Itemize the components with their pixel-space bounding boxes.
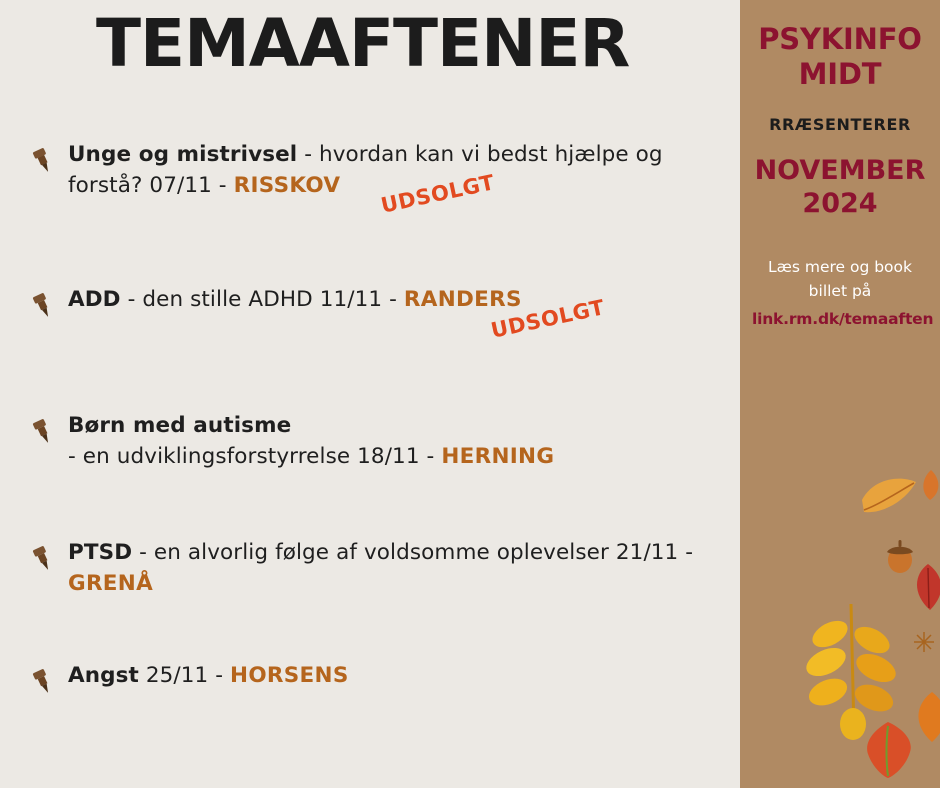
event-title: Unge og mistrivsel <box>68 142 298 167</box>
list-item <box>0 661 740 721</box>
event-city: HORSENS <box>230 663 349 689</box>
leaf-icon <box>906 562 940 612</box>
event-description: 25/11 - <box>138 663 231 689</box>
leaf-icon <box>796 600 906 740</box>
event-description: - en alvorlig følge af voldsomme oplevelser 21/11 - <box>132 540 694 566</box>
list-item <box>0 411 740 472</box>
event-text <box>68 661 730 692</box>
presents-label: RRÆSENTERER <box>769 114 911 134</box>
event-description: - den stille ADHD 11/11 - <box>120 287 404 313</box>
booking-line-2: billet på <box>808 281 872 300</box>
event-title: ADD <box>68 287 121 313</box>
poster-sidebar <box>740 0 940 788</box>
pushpin-icon <box>28 291 58 321</box>
event-city: RISSKOV <box>233 172 341 198</box>
event-list <box>0 140 740 721</box>
event-city: RANDERS <box>403 287 522 313</box>
event-text <box>68 538 730 599</box>
leaf-icon <box>858 470 920 522</box>
list-item <box>0 285 740 345</box>
pushpin-icon <box>28 146 58 176</box>
list-item <box>0 538 740 599</box>
status-badge: UDSOLGT <box>488 295 607 343</box>
page-title: TEMAAFTENER <box>96 5 630 82</box>
status-badge: UDSOLGT <box>378 170 497 218</box>
sidebar-content <box>740 0 940 331</box>
brand-line-1: PSYKINFO <box>758 22 922 56</box>
brand-line-2: MIDT <box>798 57 882 92</box>
seed-icon <box>912 630 936 654</box>
event-city: HERNING <box>441 443 555 469</box>
event-text <box>68 285 730 316</box>
event-city: GRENÅ <box>68 570 154 596</box>
leaf-icon <box>860 720 916 780</box>
pushpin-icon <box>28 544 58 574</box>
event-text <box>68 411 730 472</box>
event-title: Børn med autisme <box>68 413 292 439</box>
event-description: - en udviklingsforstyrrelse 18/11 - <box>68 443 442 469</box>
leaf-icon <box>918 468 940 502</box>
booking-link[interactable]: link.rm.dk/temaaften <box>752 309 934 328</box>
year-label: 2024 <box>802 187 878 219</box>
booking-line-1: Læs mere og book <box>767 257 913 276</box>
month-label: NOVEMBER <box>754 154 926 186</box>
brand-name <box>740 22 940 93</box>
pushpin-icon <box>28 417 58 447</box>
event-title: Angst <box>68 663 139 689</box>
list-item <box>0 140 740 218</box>
event-title: PTSD <box>68 540 133 566</box>
pushpin-icon <box>28 667 58 697</box>
booking-info <box>740 255 940 331</box>
event-description: - hvordan kan vi bedst hjælpe og forstå? 07/11 - <box>68 142 663 198</box>
